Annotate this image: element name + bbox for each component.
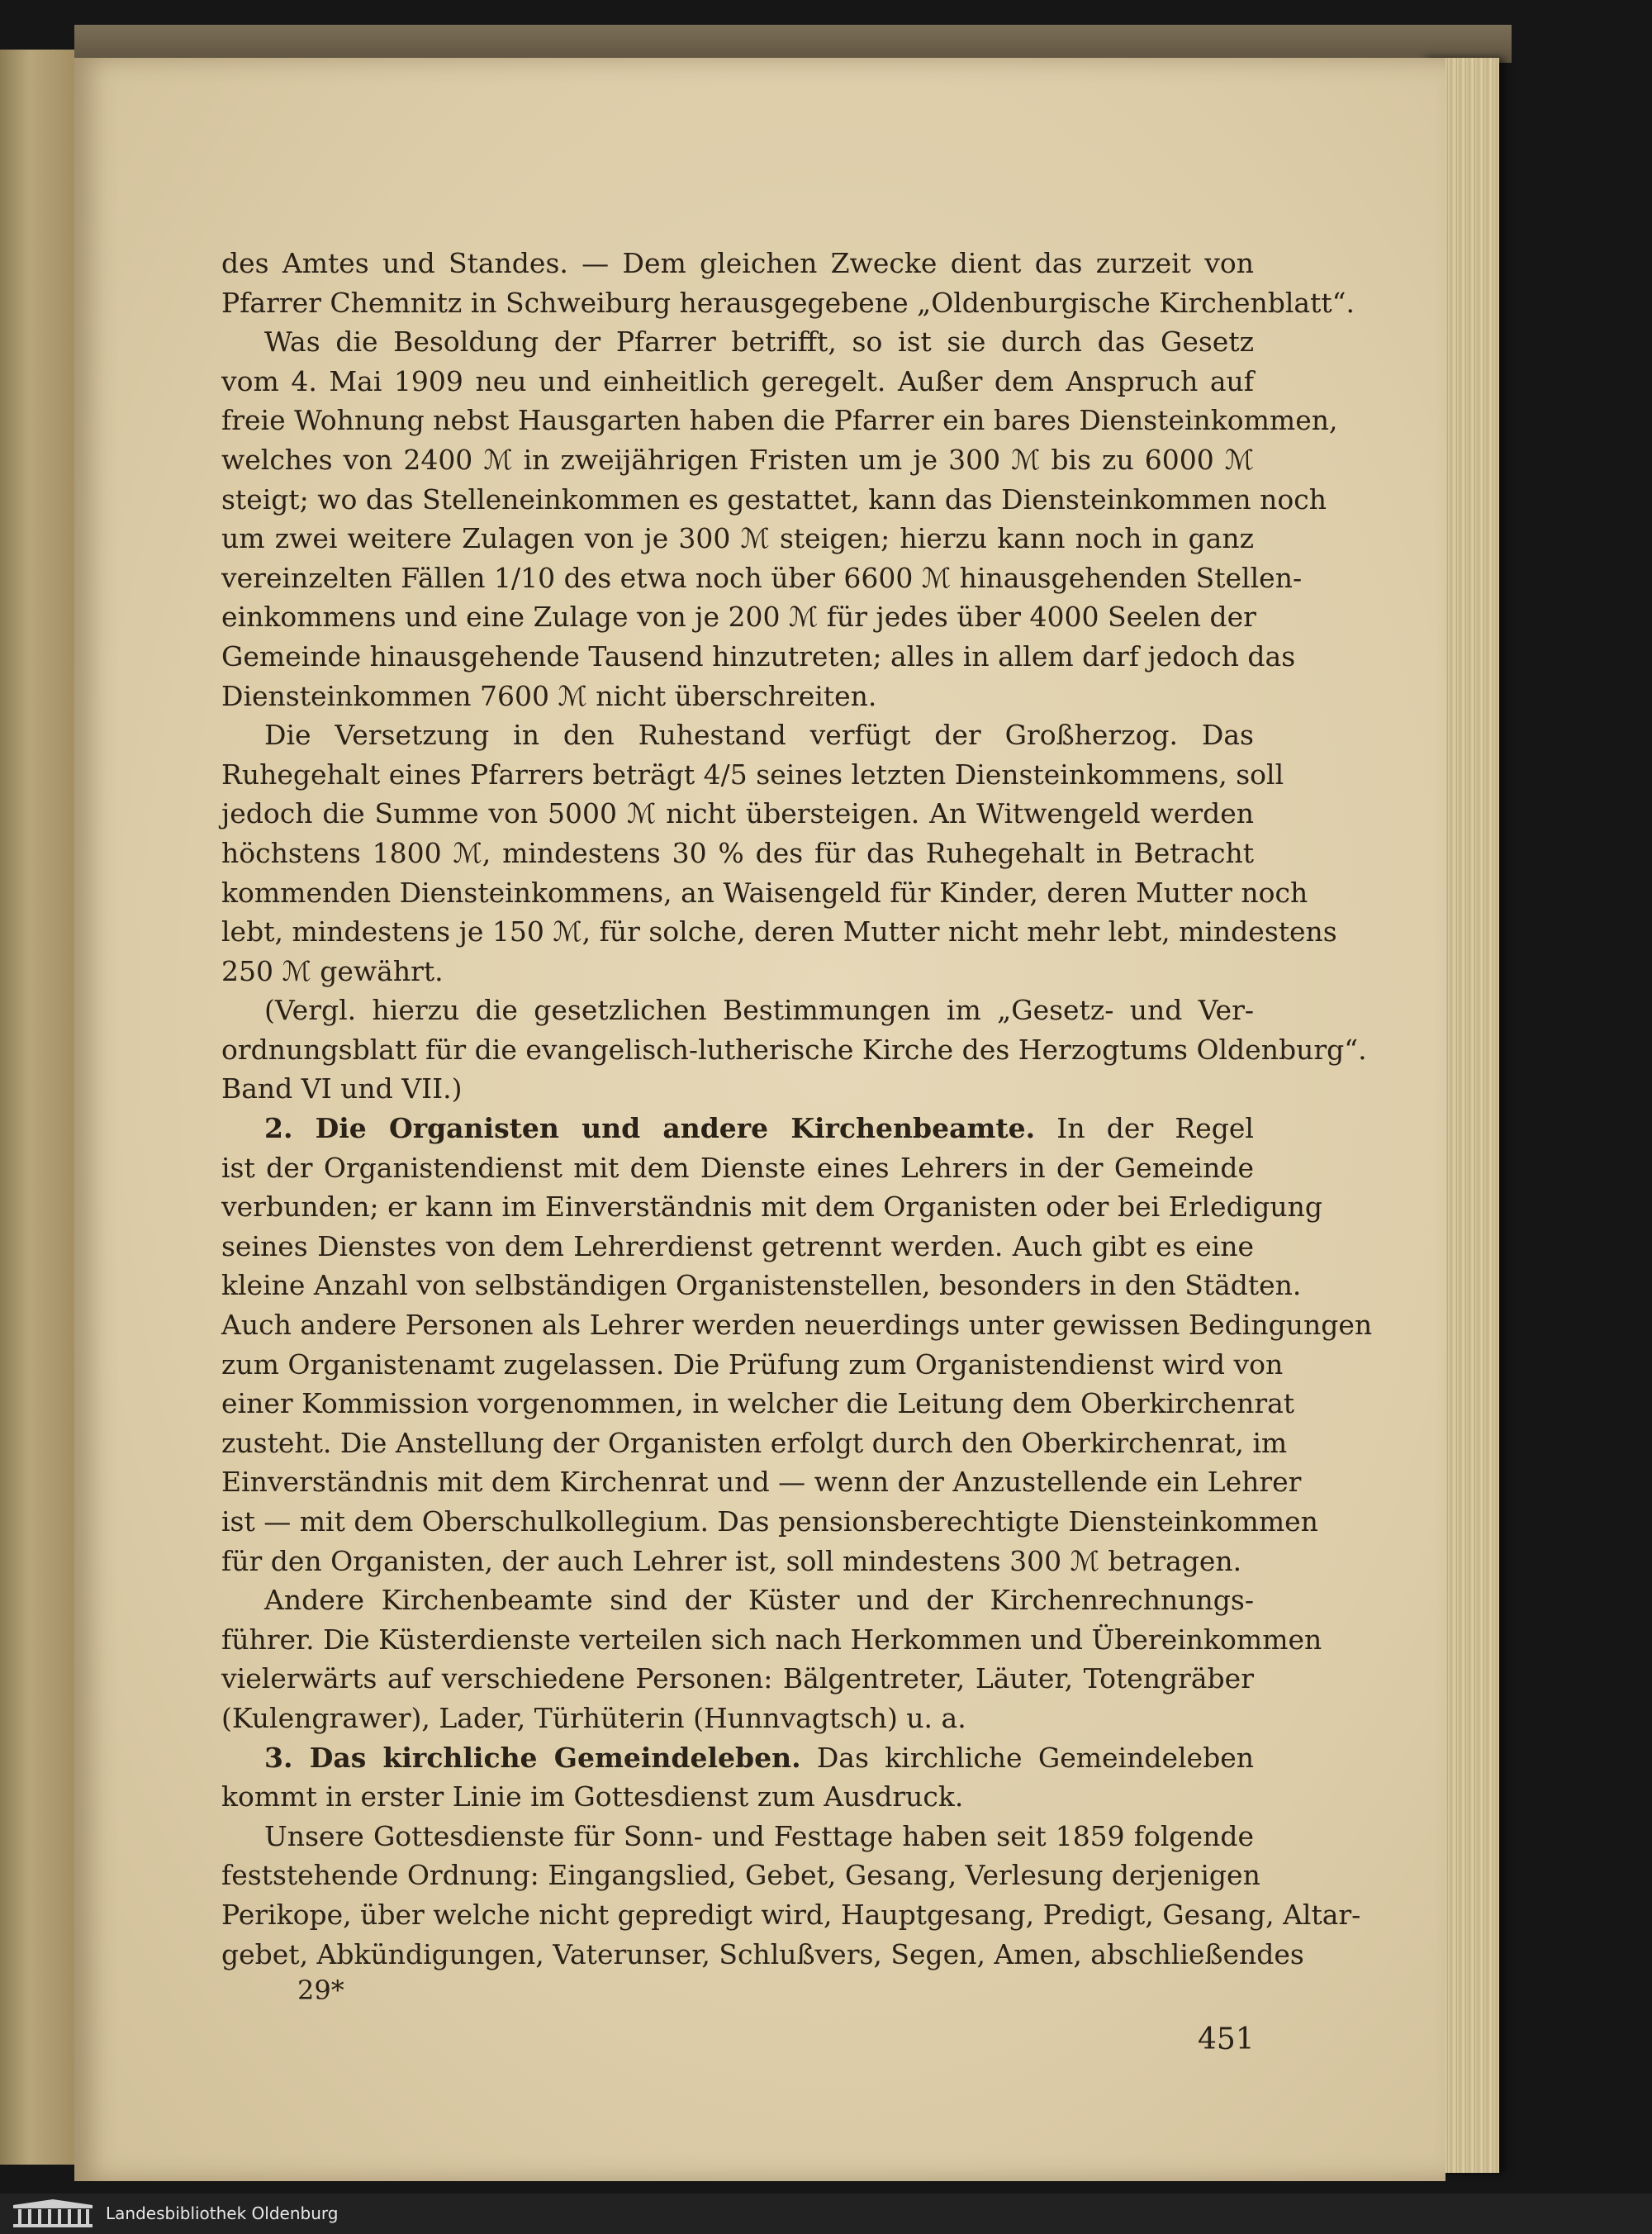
text-line: ordnungsblatt für die evangelisch-lutherische Kirche des Herzogtums Oldenburg“. [221, 1033, 1367, 1066]
text-line: vom 4. Mai 1909 neu und einheitlich geregelt. Außer dem Anspruch auf [221, 364, 1254, 397]
text-line: verbunden; er kann im Einverständnis mit dem Organisten oder bei Erledigung [221, 1191, 1323, 1224]
text-line: kommt in erster Linie im Gottesdienst zum Ausdruck. [221, 1780, 964, 1813]
text-line: führer. Die Küsterdienste verteilen sich nach Herkommen und Übereinkommen [221, 1623, 1322, 1656]
text-line: Gemeinde hinausgehende Tausend hinzutreten; alles in allem darf jedoch das [221, 639, 1296, 673]
text-line: seines Dienstes von dem Lehrerdienst getrennt werden. Auch gibt es eine [221, 1229, 1254, 1262]
text-line: welches von 2400 ℳ in zweijährigen Fristen um je 300 ℳ bis zu 6000 ℳ [221, 443, 1254, 476]
text-line: 2. Die Organisten und andere Kirchenbeamte. In der Regel [264, 1112, 1254, 1145]
footer-bar [0, 2194, 1652, 2234]
text-line: höchstens 1800 ℳ, mindestens 30 % des für das Ruhegehalt in Betracht [221, 836, 1254, 869]
text-line: zum Organistenamt zugelassen. Die Prüfung zum Organistendienst wird von [221, 1348, 1284, 1381]
text-line: kleine Anzahl von selbständigen Organistenstellen, besonders in den Städten. [221, 1269, 1302, 1302]
text-line: einer Kommission vorgenommen, in welcher die Leitung dem Oberkirchenrat [221, 1387, 1295, 1420]
left-page-edge [0, 50, 79, 2165]
library-building-icon [12, 2198, 94, 2228]
text-line: für den Organisten, der auch Lehrer ist, soll mindestens 300 ℳ betragen. [221, 1544, 1242, 1577]
text-line: (Vergl. hierzu die gesetzlichen Bestimmungen im „Gesetz- und Ver- [264, 994, 1254, 1027]
text-line: Perikope, über welche nicht gepredigt wird, Hauptgesang, Predigt, Gesang, Altar- [221, 1898, 1361, 1931]
body-text [221, 244, 1373, 1974]
text-line: feststehende Ordnung: Eingangslied, Gebet, Gesang, Verlesung derjenigen [221, 1859, 1260, 1892]
text-line: 250 ℳ gewährt. [221, 954, 444, 987]
text-line: vielerwärts auf verschiedene Personen: Bälgentreter, Läuter, Totengräber [221, 1662, 1254, 1695]
section-heading: 2. Die Organisten und andere Kirchenbeamte. [264, 1112, 1036, 1145]
text-line: 3. Das kirchliche Gemeindeleben. Das kirchliche Gemeindeleben [264, 1741, 1254, 1774]
text-line: Auch andere Personen als Lehrer werden neuerdings unter gewissen Bedingungen [221, 1309, 1373, 1342]
text-line: Andere Kirchenbeamte sind der Küster und der Kirchenrechnungs- [264, 1584, 1254, 1617]
text-line: vereinzelten Fällen 1/10 des etwa noch über 6600 ℳ hinausgehenden Stellen- [221, 561, 1303, 594]
book-page [74, 58, 1446, 2181]
text-line: Einverständnis mit dem Kirchenrat und — wenn der Anzustellende ein Lehrer [221, 1466, 1302, 1499]
text-line: ist — mit dem Oberschulkollegium. Das pensionsberechtigte Diensteinkommen [221, 1505, 1318, 1538]
text-line: Diensteinkommen 7600 ℳ nicht überschreiten. [221, 679, 877, 712]
text-line: jedoch die Summe von 5000 ℳ nicht übersteigen. An Witwengeld werden [221, 797, 1254, 830]
text-line: um zwei weitere Zulagen von je 300 ℳ steigen; hierzu kann noch in ganz [221, 522, 1254, 555]
section-heading: 3. Das kirchliche Gemeindeleben. [264, 1741, 801, 1774]
library-name: Landesbibliothek Oldenburg [106, 2203, 339, 2223]
signature-mark: 29* [297, 1975, 344, 2006]
page-number: 451 [1198, 2022, 1255, 2056]
text-line: einkommens und eine Zulage von je 200 ℳ für jedes über 4000 Seelen der [221, 601, 1256, 634]
text-line: des Amtes und Standes. — Dem gleichen Zwecke dient das zurzeit von [221, 247, 1254, 279]
text-line: Ruhegehalt eines Pfarrers beträgt 4/5 seines letzten Diensteinkommens, soll [221, 758, 1284, 791]
text-line: (Kulengrawer), Lader, Türhüterin (Hunnvagtsch) u. a. [221, 1701, 966, 1734]
text-line: ist der Organistendienst mit dem Dienste eines Lehrers in der Gemeinde [221, 1151, 1254, 1184]
text-line: lebt, mindestens je 150 ℳ, für solche, deren Mutter nicht mehr lebt, mindestens [221, 915, 1337, 948]
text-line: Pfarrer Chemnitz in Schweiburg herausgegebene „Oldenburgische Kirchenblatt“. [221, 286, 1355, 319]
text-line: kommenden Diensteinkommens, an Waisengeld für Kinder, deren Mutter noch [221, 876, 1308, 909]
text-line: zusteht. Die Anstellung der Organisten erfolgt durch den Oberkirchenrat, im [221, 1426, 1288, 1459]
text-line: Was die Besoldung der Pfarrer betrifft, so ist sie durch das Gesetz [264, 326, 1254, 359]
text-line: gebet, Abkündigungen, Vaterunser, Schlußvers, Segen, Amen, abschließendes [221, 1937, 1304, 1970]
text-line: steigt; wo das Stelleneinkommen es gestattet, kann das Diensteinkommen noch [221, 482, 1327, 516]
text-line: Unsere Gottesdienste für Sonn- und Festtage haben seit 1859 folgende [264, 1819, 1254, 1852]
text-line: Band VI und VII.) [221, 1072, 463, 1105]
text-line: freie Wohnung nebst Hausgarten haben die Pfarrer ein bares Diensteinkommen, [221, 404, 1338, 437]
text-line: Die Versetzung in den Ruhestand verfügt der Großherzog. Das [264, 719, 1254, 752]
